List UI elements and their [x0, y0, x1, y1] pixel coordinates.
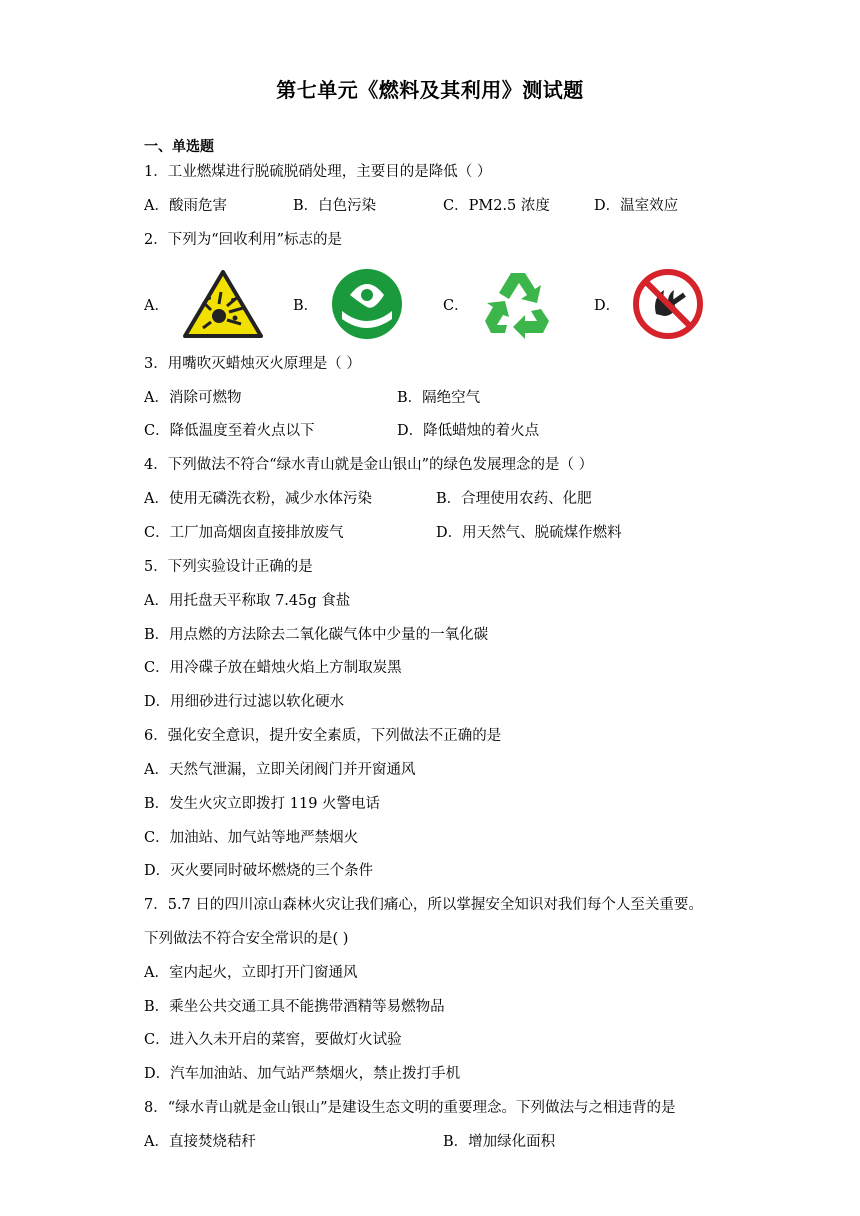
q7-option-d: D．汽车加油站、加气站严禁烟火，禁止拨打手机 [144, 1066, 461, 1082]
q7-option-c: C．进入久未开启的菜窖，要做灯火试验 [144, 1032, 402, 1048]
question-2-stem: 2．下列为“回收利用”标志的是 [144, 232, 343, 248]
explosive-warning-icon [181, 268, 265, 340]
q1-option-a: A．酸雨危害 [144, 198, 227, 214]
q6-option-a: A．天然气泄漏，立即关闭阀门并开窗通风 [144, 762, 416, 778]
q3-option-a: A．消除可燃物 [144, 390, 242, 406]
q6-option-b: B．发生火灾立即拨打 119 火警电话 [144, 796, 381, 812]
q3-option-c: C．降低温度至着火点以下 [144, 423, 315, 439]
q1-option-b: B．白色污染 [293, 198, 377, 214]
q2-option-d [594, 264, 704, 344]
q2-option-a-label: A． [144, 297, 169, 314]
section-heading: 一、单选题 [144, 139, 214, 155]
question-4-stem: 4．下列做法不符合“绿水青山就是金山银山”的绿色发展理念的是（ ） [144, 457, 594, 473]
q5-option-a: A．用托盘天平称取 7.45g 食盐 [144, 593, 351, 609]
q2-option-b [293, 264, 404, 344]
question-8-stem: 8．“绿水青山就是金山银山”是建设生态文明的重要理念。下列做法与之相违背的是 [144, 1100, 676, 1116]
recycle-icon [481, 269, 555, 339]
q5-option-d: D．用细砂进行过滤以软化硬水 [144, 694, 345, 710]
question-3-stem: 3．用嘴吹灭蜡烛灭火原理是（ ） [144, 356, 361, 372]
q4-option-b: B．合理使用农药、化肥 [436, 491, 592, 507]
q5-option-c: C．用冷碟子放在蜡烛火焰上方制取炭黑 [144, 660, 402, 676]
q2-option-c-label: C． [443, 297, 469, 314]
question-7-stem-continued: 下列做法不符合安全常识的是( ) [144, 931, 349, 947]
water-saving-icon [330, 267, 404, 341]
q8-option-b: B．增加绿化面积 [443, 1134, 556, 1150]
q2-option-a [144, 264, 265, 344]
q2-option-c [443, 264, 555, 344]
question-1-stem: 1．工业燃煤进行脱硫脱硝处理，主要目的是降低（ ） [144, 164, 492, 180]
question-7-stem: 7．5.7 日的四川凉山森林火灾让我们痛心，所以掌握安全知识对我们每个人至关重要。 [144, 897, 703, 913]
q5-option-b: B．用点燃的方法除去二氧化碳气体中少量的一氧化碳 [144, 627, 489, 643]
q1-option-c: C．PM2.5 浓度 [443, 198, 550, 214]
q2-option-b-label: B． [293, 297, 319, 314]
q6-option-c: C．加油站、加气站等地严禁烟火 [144, 830, 359, 846]
question-6-stem: 6．强化安全意识，提升安全素质，下列做法不正确的是 [144, 728, 502, 744]
q4-option-d: D．用天然气、脱硫煤作燃料 [436, 525, 622, 541]
q4-option-a: A．使用无磷洗衣粉，减少水体污染 [144, 491, 372, 507]
q6-option-d: D．灭火要同时破坏燃烧的三个条件 [144, 863, 374, 879]
q2-option-d-label: D． [594, 297, 621, 314]
q3-option-d: D．降低蜡烛的着火点 [397, 423, 540, 439]
page-title: 第七单元《燃料及其利用》测试题 [276, 78, 584, 102]
no-smoking-icon [632, 268, 704, 340]
q7-option-a: A．室内起火，立即打开门窗通风 [144, 965, 358, 981]
q1-option-d: D．温室效应 [594, 198, 679, 214]
q8-option-a: A．直接焚烧秸秆 [144, 1134, 256, 1150]
q4-option-c: C．工厂加高烟囱直接排放废气 [144, 525, 344, 541]
question-5-stem: 5．下列实验设计正确的是 [144, 559, 313, 575]
q3-option-b: B．隔绝空气 [397, 390, 481, 406]
q7-option-b: B．乘坐公共交通工具不能携带酒精等易燃物品 [144, 999, 445, 1015]
